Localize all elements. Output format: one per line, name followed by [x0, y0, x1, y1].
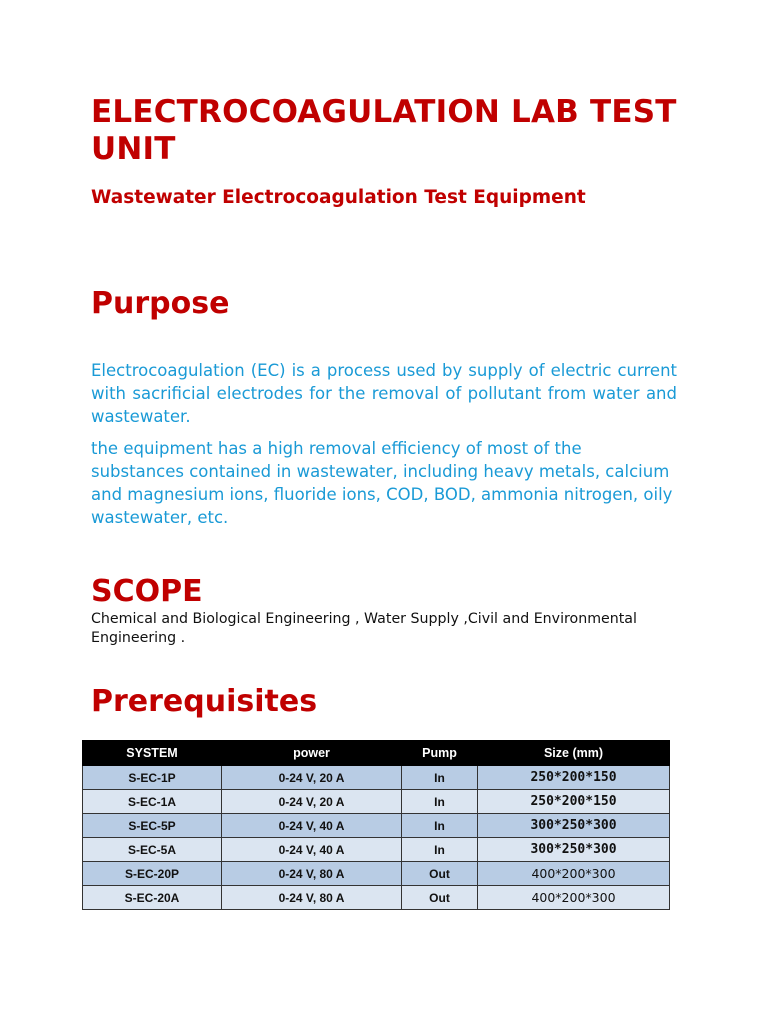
cell-power: 0-24 V, 80 A: [222, 886, 402, 910]
document-subtitle: Wastewater Electrocoagulation Test Equipment: [91, 187, 586, 208]
column-header-system: SYSTEM: [83, 741, 222, 766]
prerequisites-heading: Prerequisites: [91, 684, 318, 719]
cell-power: 0-24 V, 20 A: [222, 790, 402, 814]
cell-size: 250*200*150: [478, 766, 670, 790]
cell-system: S-EC-1P: [83, 766, 222, 790]
scope-heading: SCOPE: [91, 574, 203, 609]
specifications-table: [82, 740, 670, 910]
table-row: [83, 886, 670, 910]
column-header-size: Size (mm): [478, 741, 670, 766]
cell-system: S-EC-5A: [83, 838, 222, 862]
cell-size: 250*200*150: [478, 790, 670, 814]
cell-size: 300*250*300: [478, 814, 670, 838]
purpose-heading: Purpose: [91, 286, 230, 321]
cell-system: S-EC-20A: [83, 886, 222, 910]
table-row: [83, 766, 670, 790]
cell-pump: In: [402, 790, 478, 814]
cell-pump: In: [402, 838, 478, 862]
cell-pump: Out: [402, 886, 478, 910]
document-title: ELECTROCOAGULATION LAB TEST UNIT: [91, 94, 677, 167]
cell-system: S-EC-20P: [83, 862, 222, 886]
column-header-pump: Pump: [402, 741, 478, 766]
purpose-paragraph-2: the equipment has a high removal efficiency of most of the substances contained in wastewater, including heavy metals, calcium and magnesium ions, fluoride ions, COD, BOD, ammonia nitrogen, oily wastewater, etc.: [91, 439, 673, 527]
cell-system: S-EC-1A: [83, 790, 222, 814]
cell-pump: In: [402, 814, 478, 838]
table-row: [83, 838, 670, 862]
cell-pump: In: [402, 766, 478, 790]
cell-power: 0-24 V, 40 A: [222, 814, 402, 838]
cell-system: S-EC-5P: [83, 814, 222, 838]
cell-size: 400*200*300: [478, 862, 670, 886]
cell-pump: Out: [402, 862, 478, 886]
cell-power: 0-24 V, 80 A: [222, 862, 402, 886]
cell-size: 400*200*300: [478, 886, 670, 910]
purpose-paragraph-1: Electrocoagulation (EC) is a process used by supply of electric current with sacrificial electrodes for the removal of pollutant from water and wastewater.: [91, 361, 677, 426]
scope-text: Chemical and Biological Engineering , Water Supply ,Civil and Environmental Engineering .: [91, 611, 637, 646]
cell-size: 300*250*300: [478, 838, 670, 862]
table-row: [83, 790, 670, 814]
table-header-row: [83, 741, 670, 766]
cell-power: 0-24 V, 20 A: [222, 766, 402, 790]
column-header-power: power: [222, 741, 402, 766]
cell-power: 0-24 V, 40 A: [222, 838, 402, 862]
table-row: [83, 814, 670, 838]
table-row: [83, 862, 670, 886]
